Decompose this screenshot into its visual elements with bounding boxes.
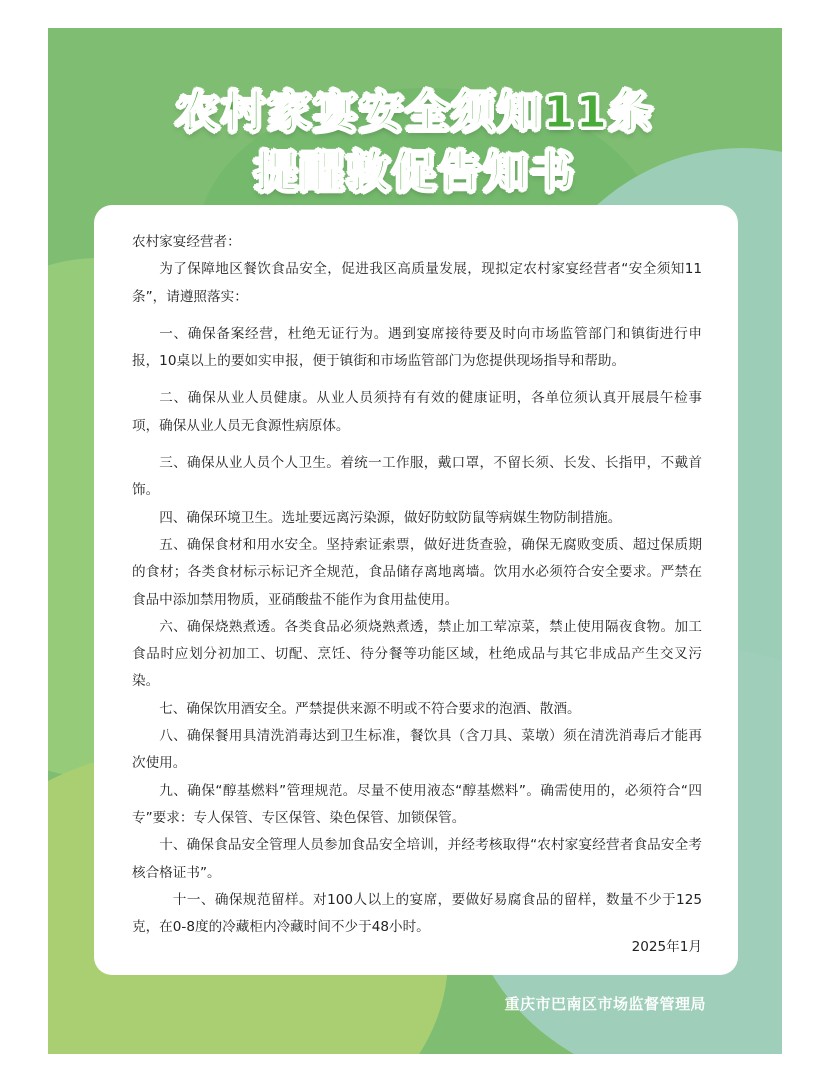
notice-item: 四、确保环境卫生。选址要远离污染源，做好防蚊防鼠等病媒生物防制措施。 [159,509,622,526]
notice-item: 一、确保备案经营，杜绝无证行为。遇到宴席接待要及时向市场监管部门和镇街进行申报，10桌以上的要如实申报，便于镇街和市场监管部门为您提供现场指导和帮助。 [132,325,702,370]
notice-item: 七、确保饮用酒安全。严禁提供来源不明或不符合要求的泡酒、散酒。 [159,700,581,717]
notice-item: 十一、确保规范留样。对100人以上的宴席，要做好易腐食品的留样，数量不少于125克，在0-8度的冷藏柜内冷藏时间不少于48小时。 [132,891,702,936]
poster-title-line1: 农村家宴安全须知11条 [175,87,655,138]
poster-title-line2: 提醒敦促告知书 [254,147,576,198]
notice-item: 二、确保从业人员健康。从业人员须持有有效的健康证明，各单位须认真开展晨午检事项，确保从业人员无食源性病原体。 [132,390,702,434]
notice-card [94,205,738,975]
notice-item: 五、确保食材和用水安全。坚持索证索票，做好进货查验，确保无腐败变质、超过保质期的食材；各类食材标示标记齐全规范，食品储存离地离墙。饮用水必须符合安全要求。严禁在食品中添加禁用物质，亚硝酸盐不能作为食用盐使用。 [132,536,702,608]
notice-item: 六、确保烧熟煮透。各类食品必须烧熟煮透，禁止加工荤凉菜，禁止使用隔夜食物。加工食品时应划分初加工、切配、烹饪、待分餐等功能区域，杜绝成品与其它非成品产生交叉污染。 [132,618,702,690]
notice-item: 八、确保餐用具清洗消毒达到卫生标准，餐饮具（含刀具、菜墩）须在清洗消毒后才能再次使用。 [132,728,702,772]
notice-item: 九、确保“醇基燃料”管理规范。尽量不使用液态“醇基燃料”。确需使用的，必须符合“四专”要求：专人保管、专区保管、染色保管、加锁保管。 [132,782,702,826]
notice-item: 三、确保从业人员个人卫生。着统一工作服，戴口罩，不留长须、长发、长指甲，不戴首饰。 [132,455,702,499]
poster [48,28,782,1054]
salutation: 农村家宴经营者： [132,234,241,250]
intro-paragraph: 为了保障地区餐饮食品安全，促进我区高质量发展，现拟定农村家宴经营者“安全须知11条”，请遵照落实： [132,261,702,305]
notice-item: 十、确保食品安全管理人员参加食品安全培训，并经考核取得“农村家宴经营者食品安全考核合格证书”。 [132,837,702,881]
notice-date: 2025年1月 [631,939,702,955]
notice-body [132,229,702,941]
issuer-name: 重庆市巴南区市场监督管理局 [504,995,706,1013]
